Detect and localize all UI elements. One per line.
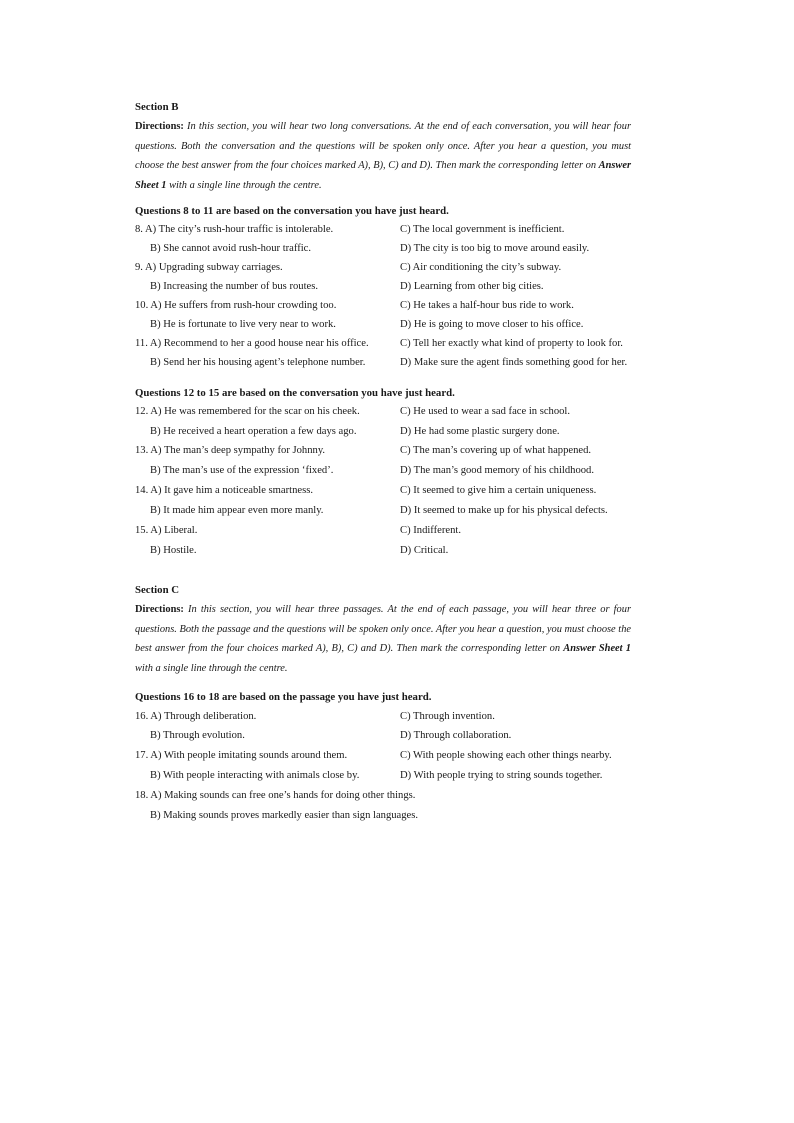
directions-text: In this section, you will hear three passages. At the end of each passage, you will hear three or four questions. Both the passage and the questions will be spoken only once. After you hear a question, you must choose the best answer from the four choices marked A), B), C) and D). Then mark the corresponding letter on <box>135 604 631 654</box>
q8-option-c: C) The local government is inefficient. <box>400 224 565 235</box>
q9-option-d: D) Learning from other big cities. <box>400 281 544 292</box>
q17-option-a: 17. A) With people imitating sounds around them. <box>135 750 348 761</box>
q10-option-c: C) He takes a half-hour bus ride to work. <box>400 300 574 311</box>
q9-option-b: B) Increasing the number of bus routes. <box>150 281 318 292</box>
q13-option-b: B) The man’s use of the expression ‘fixed’. <box>150 465 334 476</box>
q14-option-b: B) It made him appear even more manly. <box>150 505 324 516</box>
q18-option-b: B) Making sounds proves markedly easier than sign languages. <box>150 810 419 821</box>
q12-option-d: D) He had some plastic surgery done. <box>400 426 560 437</box>
q11-option-c: C) Tell her exactly what kind of property to look for. <box>400 338 623 349</box>
q16-option-c: C) Through invention. <box>400 711 495 722</box>
q14-option-c: C) It seemed to give him a certain uniqueness. <box>400 485 597 496</box>
q13-option-a: 13. A) The man’s deep sympathy for Johnny. <box>135 445 326 456</box>
q10-option-d: D) He is going to move closer to his office. <box>400 319 584 330</box>
q12-option-b: B) He received a heart operation a few days ago. <box>150 426 357 437</box>
q9-option-c: C) Air conditioning the city’s subway. <box>400 262 562 273</box>
q15-option-a: 15. A) Liberal. <box>135 525 198 536</box>
q15-option-b: B) Hostile. <box>150 545 197 556</box>
questions-12-15-heading: Questions 12 to 15 are based on the conversation you have just heard. <box>135 387 455 399</box>
section-b-directions <box>135 117 631 195</box>
q11-option-d: D) Make sure the agent finds something good for her. <box>400 357 628 368</box>
q10-option-b: B) He is fortunate to live very near to work. <box>150 319 336 330</box>
directions-label: Directions: <box>135 604 184 615</box>
q17-option-d: D) With people trying to string sounds together. <box>400 770 603 781</box>
q11-option-b: B) Send her his housing agent’s telephone number. <box>150 357 366 368</box>
q13-option-c: C) The man’s covering up of what happened. <box>400 445 592 456</box>
q11-option-a: 11. A) Recommend to her a good house near his office. <box>135 338 369 349</box>
directions-text-end: with a single line through the centre. <box>135 662 288 674</box>
directions-text-end: with a single line through the centre. <box>166 179 322 191</box>
q18-option-a: 18. A) Making sounds can free one’s hands for doing other things. <box>135 790 416 801</box>
answer-sheet-label: Answer Sheet 1 <box>135 160 631 191</box>
q8-option-b: B) She cannot avoid rush-hour traffic. <box>150 243 312 254</box>
q8-option-a: 8. A) The city’s rush-hour traffic is intolerable. <box>135 224 334 235</box>
questions-8-11-heading: Questions 8 to 11 are based on the conversation you have just heard. <box>135 205 449 217</box>
q8-option-d: D) The city is too big to move around easily. <box>400 243 590 254</box>
q16-option-a: 16. A) Through deliberation. <box>135 711 257 722</box>
questions-16-18-heading: Questions 16 to 18 are based on the passage you have just heard. <box>135 691 432 703</box>
q14-option-d: D) It seemed to make up for his physical defects. <box>400 505 608 516</box>
q10-option-a: 10. A) He suffers from rush-hour crowding too. <box>135 300 337 311</box>
section-b-title: Section B <box>135 101 179 113</box>
q17-option-b: B) With people interacting with animals close by. <box>150 770 360 781</box>
q16-option-d: D) Through collaboration. <box>400 730 512 741</box>
directions-text: In this section, you will hear two long conversations. At the end of each conversation, you will hear four questions. Both the conversation and the questions will be spoken only once. After you hear a question, you must choose the best answer from the four choices marked A), B), C) and D). Then mark the corresponding letter on <box>135 121 631 171</box>
directions-label: Directions: <box>135 121 184 132</box>
q12-option-a: 12. A) He was remembered for the scar on his cheek. <box>135 406 360 417</box>
q16-option-b: B) Through evolution. <box>150 730 245 741</box>
section-c-title: Section C <box>135 584 180 596</box>
section-c-directions <box>135 600 631 678</box>
answer-sheet-label: Answer Sheet 1 <box>563 643 631 654</box>
q14-option-a: 14. A) It gave him a noticeable smartness. <box>135 485 313 496</box>
q17-option-c: C) With people showing each other things nearby. <box>400 750 612 761</box>
q12-option-c: C) He used to wear a sad face in school. <box>400 406 571 417</box>
q13-option-d: D) The man’s good memory of his childhood. <box>400 465 594 476</box>
q15-option-d: D) Critical. <box>400 545 449 556</box>
q15-option-c: C) Indifferent. <box>400 525 461 536</box>
q9-option-a: 9. A) Upgrading subway carriages. <box>135 262 283 273</box>
